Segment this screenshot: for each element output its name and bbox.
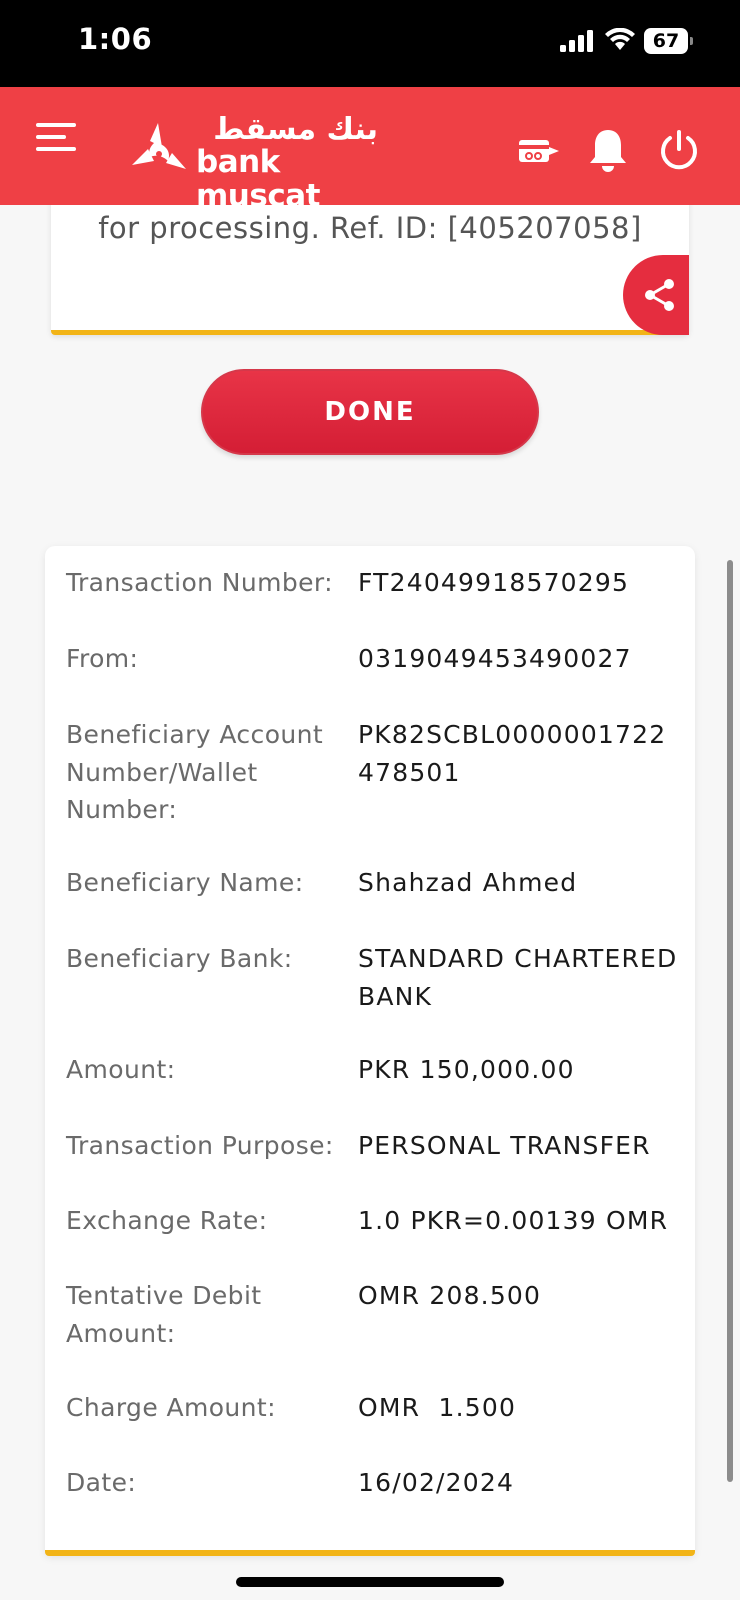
detail-label: Transaction Number: — [66, 568, 333, 597]
confirmation-message: for processing. Ref. ID: [405207058] — [98, 211, 642, 245]
detail-value: Shahzad Ahmed — [358, 868, 578, 897]
detail-value: 16/02/2024 — [358, 1468, 515, 1497]
wifi-icon — [605, 28, 635, 52]
detail-label: Exchange Rate: — [66, 1206, 268, 1235]
brand-name-english: bank muscat — [196, 144, 320, 214]
cellular-signal-icon — [560, 30, 594, 52]
detail-label: Amount: — [66, 1055, 176, 1084]
detail-value: 1.0 PKR=0.00139 OMR — [358, 1206, 669, 1235]
detail-label: Beneficiary Name: — [66, 868, 304, 897]
share-button[interactable] — [623, 255, 689, 335]
status-time: 1:06 — [78, 22, 153, 56]
brand-name-arabic: بنك مسقط — [213, 112, 378, 147]
detail-value: OMR 1.500 — [358, 1393, 517, 1422]
detail-label: Beneficiary Account Number/Wallet Number: — [66, 720, 324, 824]
hamburger-menu-icon[interactable] — [36, 123, 76, 155]
detail-label: Transaction Purpose: — [66, 1131, 334, 1160]
transaction-details-card — [45, 546, 695, 1556]
detail-label: From: — [66, 644, 139, 673]
app-header — [0, 87, 740, 214]
card-scissors-icon[interactable] — [518, 137, 560, 165]
detail-label: Beneficiary Bank: — [66, 944, 293, 973]
done-button[interactable]: DONE — [201, 369, 539, 455]
bank-logo — [128, 112, 378, 214]
detail-value: PERSONAL TRANSFER — [358, 1131, 651, 1160]
battery-icon: 67 — [644, 28, 688, 54]
detail-value: OMR 208.500 — [358, 1281, 542, 1310]
confirmation-message-card — [51, 205, 689, 335]
detail-label: Date: — [66, 1468, 137, 1497]
power-logout-icon[interactable] — [658, 129, 700, 171]
detail-value: 0319049453490027 — [358, 644, 632, 673]
detail-value: PK82SCBL0000001722478501 — [358, 720, 667, 787]
status-bar — [0, 0, 740, 87]
home-indicator[interactable] — [236, 1577, 504, 1587]
content-area[interactable] — [0, 205, 740, 1600]
vertical-scrollbar[interactable] — [727, 560, 733, 1482]
detail-label: Charge Amount: — [66, 1393, 276, 1422]
detail-label: Tentative Debit Amount: — [66, 1281, 262, 1348]
share-icon — [643, 277, 677, 313]
detail-value: FT24049918570295 — [358, 568, 630, 597]
bank-logo-symbol-icon — [128, 121, 190, 179]
notification-bell-icon[interactable] — [588, 127, 628, 173]
detail-value: PKR 150,000.00 — [358, 1055, 575, 1084]
detail-value: STANDARD CHARTERED BANK — [358, 944, 678, 1011]
